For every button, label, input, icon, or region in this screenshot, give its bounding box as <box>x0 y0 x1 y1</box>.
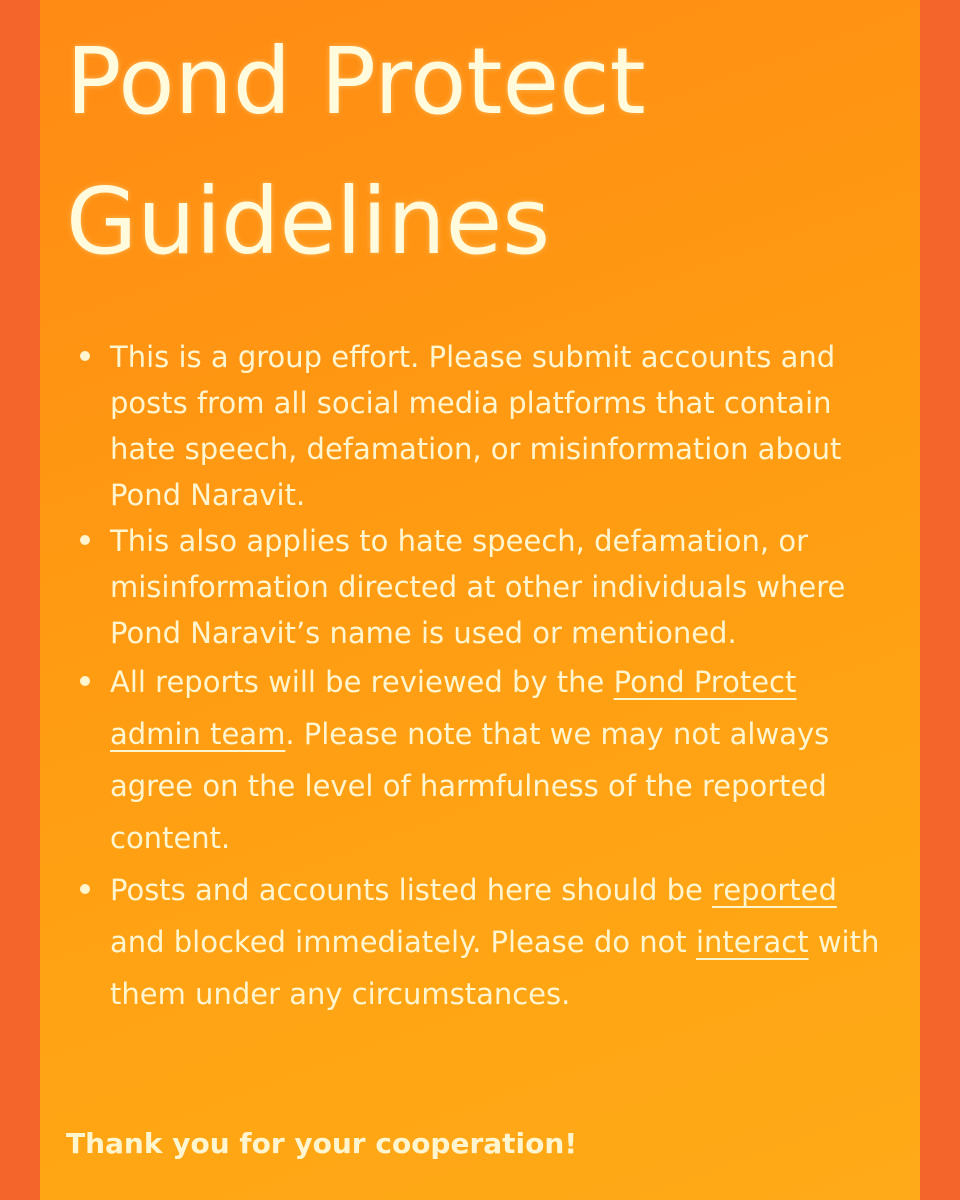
guideline-text-2: This also applies to hate speech, defamation, or misinformation directed at other individuals where Pond Naravit’s name is used or mentioned. <box>110 524 846 650</box>
admin-team-link[interactable]: Pond Protect admin team <box>110 665 797 751</box>
guideline-text-3-post: . Please note that we may not always agree on the level of harmfulness of the reported content. <box>110 717 830 855</box>
guideline-text-4-pre: Posts and accounts listed here should be <box>110 873 713 907</box>
guideline-item-2 <box>40 518 900 656</box>
thanks-message: Thank you for your cooperation! <box>66 1127 578 1160</box>
left-frame-border <box>0 0 40 1200</box>
right-frame-border <box>920 0 960 1200</box>
bullet-dot-icon <box>80 676 90 686</box>
guideline-item-1 <box>40 334 900 518</box>
guideline-text-3-pre: All reports will be reviewed by the <box>110 665 614 699</box>
guideline-text-4-post: with them under any circumstances. <box>110 925 880 1011</box>
bullet-dot-icon <box>80 884 90 894</box>
guidelines-list <box>40 334 900 1020</box>
title-line-2: Guidelines <box>66 168 551 275</box>
title-line-1: Pond Protect <box>66 28 646 135</box>
guideline-text-1: This is a group effort. Please submit accounts and posts from all social media platforms that contain hate speech, defamation, or misinformation about Pond Naravit. <box>110 340 842 512</box>
page-title <box>66 12 906 292</box>
interact-link[interactable]: interact <box>695 925 809 959</box>
bullet-dot-icon <box>80 351 90 361</box>
bullet-dot-icon <box>80 535 90 545</box>
reported-link[interactable]: reported <box>712 873 837 907</box>
guideline-item-4 <box>40 864 900 1020</box>
guideline-text-4-mid: and blocked immediately. Please do not <box>110 925 696 959</box>
guidelines-panel <box>40 0 920 1200</box>
guideline-item-3 <box>40 656 900 864</box>
